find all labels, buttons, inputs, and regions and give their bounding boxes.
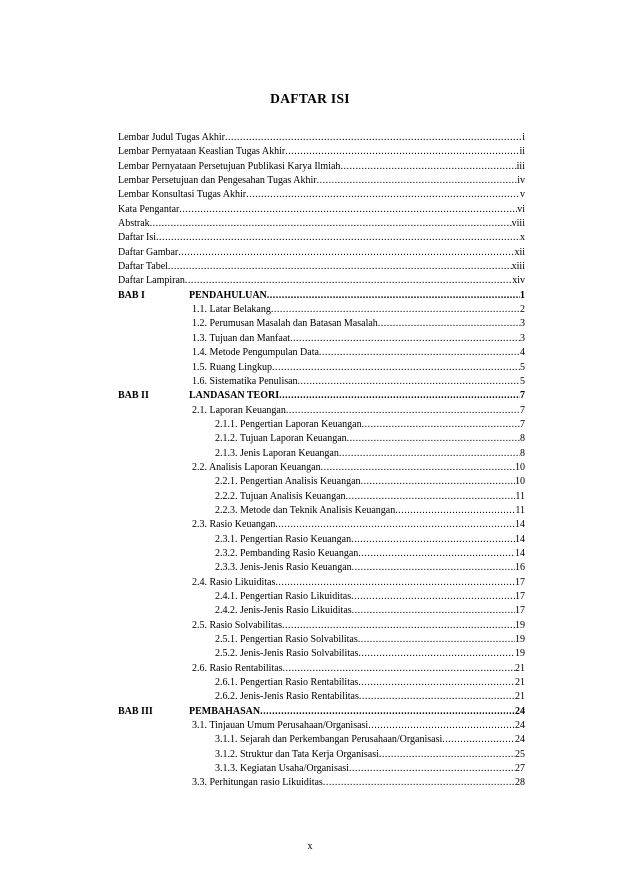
toc-page-number: 5 [520, 361, 525, 373]
toc-entry-label: 2.4. Rasio Likuiditas [192, 576, 276, 588]
dot-leader [267, 289, 520, 303]
toc-entry-row [215, 533, 525, 547]
toc-page-number: 24 [515, 705, 525, 717]
dot-leader [286, 404, 520, 418]
dot-leader [283, 662, 515, 676]
toc-page-number: xii [514, 246, 525, 258]
toc-entry-row [118, 131, 525, 145]
toc-page-number: 21 [515, 677, 525, 689]
toc-page-number: 11 [515, 490, 525, 502]
toc-entry-label: PEMBAHASAN [189, 705, 261, 717]
toc-page-number: x [520, 232, 525, 244]
dot-leader [358, 676, 515, 690]
dot-leader [362, 418, 520, 432]
dot-leader [339, 447, 520, 461]
page-number: x [307, 841, 313, 852]
toc-entry-label: 3.1.1. Sejarah dan Perkembangan Perusahaan/Organisasi [215, 734, 443, 746]
toc-entry-label: 2.3. Rasio Keuangan [192, 519, 276, 531]
toc-entry-label: 2.6. Rasio Rentabilitas [192, 662, 283, 674]
toc-entry-row [192, 332, 525, 346]
toc-page-number: xiii [511, 261, 525, 273]
toc-entry-row [215, 590, 525, 604]
toc-entry-row [118, 246, 525, 260]
toc-entry-row [192, 461, 525, 475]
dot-leader [352, 604, 515, 618]
toc-entry-label: 2.6.1. Pengertian Rasio Rentabilitas [215, 677, 359, 689]
toc-page-number: v [520, 189, 525, 201]
toc-entry-label: 1.5. Ruang Lingkup [192, 361, 272, 373]
toc-entry-row [118, 203, 525, 217]
dot-leader [168, 260, 512, 274]
toc-entry-label: 3.3. Perhitungan rasio Likuiditas [192, 777, 323, 789]
dot-leader [361, 475, 515, 489]
toc-page-number: 14 [515, 533, 525, 545]
dot-leader [323, 776, 515, 790]
toc-page-number: xiv [512, 275, 525, 287]
toc-entry-label: Daftar Gambar [118, 246, 179, 258]
dot-leader [290, 332, 520, 346]
dot-leader [156, 231, 520, 245]
toc-page-number: 16 [515, 562, 525, 574]
toc-entry-row [215, 504, 525, 518]
dot-leader [321, 461, 515, 475]
toc-entry-label: 2.2.2. Tujuan Analisis Keuangan [215, 490, 346, 502]
toc-page-number: 21 [515, 691, 525, 703]
toc-entry-row [215, 490, 525, 504]
dot-leader [340, 160, 516, 174]
toc-page-number: 25 [515, 748, 525, 760]
dot-leader [442, 733, 515, 747]
toc-entry-row [215, 676, 525, 690]
toc-entry-row [215, 748, 525, 762]
toc-entry-label: 3.1.2. Struktur dan Tata Kerja Organisasi [215, 748, 379, 760]
toc-entry-label: 1.6. Sistematika Penulisan [192, 375, 298, 387]
toc-entry-row [118, 217, 525, 231]
toc-entry-label: 2.3.1. Pengertian Rasio Keuangan [215, 533, 352, 545]
toc-entry-row [192, 576, 525, 590]
dot-leader [395, 504, 515, 518]
toc-entry-row [192, 317, 525, 331]
toc-entry-label: 3.1.3. Kegiatan Usaha/Organisasi [215, 763, 349, 775]
toc-entry-row [118, 160, 525, 174]
toc-page-number: 14 [515, 519, 525, 531]
toc-entry-label: Abstrak [118, 218, 150, 230]
toc-entry-label: 2.1.1. Pengertian Laporan Keuangan [215, 418, 362, 430]
toc-page-number: 19 [515, 648, 525, 660]
dot-leader [279, 389, 520, 403]
dot-leader [285, 145, 519, 159]
toc-entry-row [215, 604, 525, 618]
toc-page-number: 7 [520, 418, 525, 430]
toc-page-number: 10 [515, 461, 525, 473]
toc-entry-label: 2.1. Laporan Keuangan [192, 404, 286, 416]
dot-leader [368, 719, 515, 733]
toc-entry-label: 2.3.2. Pembanding Rasio Keuangan [215, 547, 359, 559]
toc-entry-row [192, 776, 525, 790]
toc-entry-label: 2.1.3. Jenis Laporan Keuangan [215, 447, 339, 459]
toc-page-number: i [522, 132, 525, 143]
toc-page-number: ii [519, 146, 525, 158]
toc-page-number: 7 [520, 404, 525, 416]
toc-page-number: 1 [520, 289, 525, 301]
toc-page-number: 11 [515, 504, 525, 516]
toc-page-number: 2 [520, 304, 525, 316]
toc-entry-label: PENDAHULUAN [189, 289, 267, 301]
toc-entry-row [215, 762, 525, 776]
dot-leader [349, 762, 515, 776]
dot-leader [351, 590, 515, 604]
toc-page-number: 8 [520, 433, 525, 445]
dot-leader [282, 619, 515, 633]
chapter-number: BAB III [118, 705, 153, 717]
toc-entry-label: Lembar Pernyataan Keaslian Tugas Akhir [118, 146, 286, 158]
dot-leader [179, 203, 517, 217]
toc-entry-row [118, 145, 525, 159]
toc-entry-row [192, 619, 525, 633]
dot-leader [346, 490, 516, 504]
chapter-number: BAB II [118, 390, 149, 402]
toc-entry-row [215, 561, 525, 575]
toc-page-number: 19 [515, 619, 525, 631]
toc-entry-label: 2.5.1. Pengertian Rasio Solvabilitas [215, 634, 358, 646]
toc-page-number: 17 [515, 605, 525, 617]
toc-chapter-row [118, 705, 525, 719]
toc-entry-label: 2.2.1. Pengertian Analisis Keuangan [215, 476, 361, 488]
toc-page-number: 27 [515, 763, 525, 775]
toc-entry-row [215, 547, 525, 561]
dot-leader [347, 432, 520, 446]
toc-entry-label: Kata Pengantar [118, 203, 180, 215]
toc-entry-label: 2.2.3. Metode dan Teknik Analisis Keuangan [215, 504, 396, 516]
toc-entry-label: LANDASAN TEORI [189, 390, 280, 402]
toc-page-number: 8 [520, 447, 525, 459]
toc-entry-label: 1.3. Tujuan dan Manfaat [192, 332, 291, 344]
dot-leader [319, 346, 520, 360]
toc-page-number: 28 [515, 777, 525, 789]
toc-entry-label: 2.4.1. Pengertian Rasio Likuiditas [215, 591, 352, 602]
dot-leader [246, 188, 520, 202]
dot-leader [271, 303, 520, 317]
toc-page-number: 7 [520, 390, 525, 402]
dot-leader [358, 647, 515, 661]
toc-entry-row [192, 303, 525, 317]
toc-page-number: 3 [520, 318, 525, 330]
toc-entry-label: Daftar Lampiran [118, 275, 185, 287]
toc-page-number: 4 [520, 347, 525, 359]
toc-entry-label: Lembar Judul Tugas Akhir [118, 132, 225, 143]
toc-entry-row [215, 432, 525, 446]
toc-entry-label: Lembar Konsultasi Tugas Akhir [118, 189, 247, 201]
toc-entry-row [118, 260, 525, 274]
dot-leader [275, 576, 515, 590]
toc-entry-label: 2.5. Rasio Solvabilitas [192, 619, 282, 631]
toc-page-number: 17 [515, 591, 525, 602]
toc-page-number: 17 [515, 576, 525, 588]
toc-entry-row [192, 662, 525, 676]
toc-entry-row [192, 375, 525, 389]
dot-leader [358, 547, 515, 561]
toc-entry-label: Lembar Pernyataan Persetujuan Publikasi Karya Ilmiah [118, 160, 341, 172]
toc-entry-label: 2.6.2. Jenis-Jenis Rasio Rentabilitas [215, 691, 359, 703]
toc-entry-row [215, 418, 525, 432]
toc-page-number: viii [511, 218, 525, 230]
toc-page-number: 21 [515, 662, 525, 674]
toc-entry-row [192, 404, 525, 418]
toc-page-number: 10 [515, 476, 525, 488]
toc-chapter-row [118, 389, 525, 403]
toc-page-number: 24 [515, 734, 525, 746]
toc-entry-label: 2.2. Analisis Laporan Keuangan [192, 461, 321, 473]
toc-entry-label: 1.1. Latar Belakang [192, 304, 271, 316]
toc-entry-row [192, 346, 525, 360]
toc-page-number: 24 [515, 720, 525, 732]
toc-page-number: 19 [515, 634, 525, 646]
toc-page-number: iii [516, 160, 525, 172]
toc-entry-label: 1.4. Metode Pengumpulan Data [192, 347, 319, 359]
toc-page-number: 5 [520, 375, 525, 387]
dot-leader [260, 705, 515, 719]
toc-entry-label: Daftar Isi [118, 232, 157, 244]
toc-entry-row [118, 231, 525, 245]
chapter-number: BAB I [118, 289, 145, 301]
table-of-contents [118, 131, 525, 791]
toc-entry-row [192, 719, 525, 733]
toc-entry-row [215, 690, 525, 704]
toc-entry-row [215, 647, 525, 661]
toc-entry-label: Lembar Persetujuan dan Pengesahan Tugas Akhir [118, 175, 317, 187]
dot-leader [178, 246, 514, 260]
dot-leader [275, 518, 515, 532]
page-title: DAFTAR ISI [270, 91, 350, 106]
dot-leader [352, 561, 515, 575]
toc-entry-label: 1.2. Perumusan Masalah dan Batasan Masalah [192, 318, 378, 330]
toc-entry-row [192, 361, 525, 375]
toc-entry-label: Daftar Tabel [118, 261, 168, 273]
dot-leader [225, 131, 522, 145]
toc-page-number: vi [517, 203, 525, 215]
toc-chapter-row [118, 289, 525, 303]
toc-entry-label: 2.1.2. Tujuan Laporan Keuangan [215, 433, 347, 445]
dot-leader [185, 274, 512, 288]
toc-page-number: 3 [520, 332, 525, 344]
toc-entry-row [192, 518, 525, 532]
dot-leader [358, 633, 515, 647]
toc-entry-row [215, 475, 525, 489]
dot-leader [317, 174, 518, 188]
toc-entry-row [215, 633, 525, 647]
toc-page-number: iv [517, 175, 525, 187]
dot-leader [379, 748, 515, 762]
toc-entry-row [118, 174, 525, 188]
toc-entry-label: 3.1. Tinjauan Umum Perusahaan/Organisasi [192, 720, 369, 732]
dot-leader [351, 533, 515, 547]
dot-leader [298, 375, 520, 389]
toc-entry-row [215, 733, 525, 747]
dot-leader [272, 361, 520, 375]
toc-entry-row [118, 274, 525, 288]
dot-leader [378, 317, 520, 331]
toc-page-number: 14 [515, 547, 525, 559]
toc-entry-label: 2.3.3. Jenis-Jenis Rasio Keuangan [215, 562, 352, 574]
dot-leader [359, 690, 515, 704]
dot-leader [150, 217, 512, 231]
toc-entry-label: 2.4.2. Jenis-Jenis Rasio Likuiditas [215, 605, 352, 617]
toc-entry-row [118, 188, 525, 202]
toc-entry-label: 2.5.2. Jenis-Jenis Rasio Solvabilitas [215, 648, 359, 660]
toc-entry-row [215, 447, 525, 461]
